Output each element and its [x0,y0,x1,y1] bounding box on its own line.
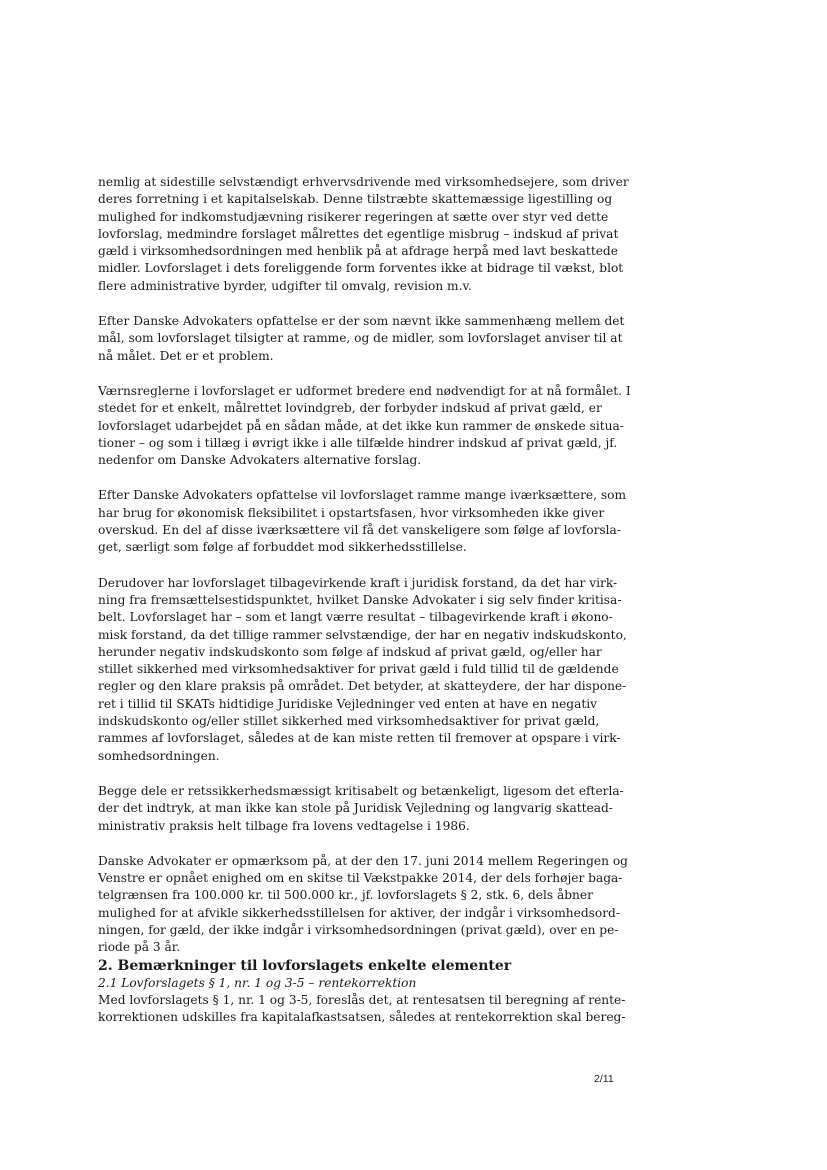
text-line: belt. Lovforslaget har – som et langt værre resultat – tilbagevirkende kraft i økono- [98,610,613,625]
text-line: nemlig at sidestille selvstændigt erhvervsdrivende med virksomhedsejere, som driver [98,175,629,189]
paragraph-equal-treatment [98,174,698,295]
text-line: korrektionen udskilles fra kapitalafkastsatsen, således at rentekorrektion skal bereg- [98,1010,626,1025]
text-line: flere administrative byrder, udgifter til omvalg, revision m.v. [98,278,472,293]
paragraph-goal-mismatch [98,313,698,365]
text-line: Venstre er opnået enighed om en skitse til Vækstpakke 2014, der dels forhøjer baga- [98,871,623,886]
text-line: lovforslag, medmindre forslaget målrettes det egentlige misbrug – indskud af privat [98,226,619,241]
paragraph-retroactive-effect [98,575,698,765]
text-line: regler og den klare praksis på området. Det betyder, at skatteydere, der har dispone- [98,679,627,694]
text-line: gæld i virksomhedsordningen med henblik på at afdrage herpå med lavt beskattede [98,244,618,259]
text-line: nedenfor om Danske Advokaters alternative forslag. [98,453,422,468]
text-line: Efter Danske Advokaters opfattelse er der som nævnt ikke sammenhæng mellem det [98,314,625,329]
text-line: midler. Lovforslaget i dets foreliggende form forventes ikke at bidrage til vækst, blot [98,261,624,276]
paragraph-growth-package [98,853,698,957]
text-line: Derudover har lovforslaget tilbagevirkende kraft i juridisk forstand, da det har virk- [98,575,618,590]
document-body [98,174,698,1026]
paragraph-protection-rules [98,383,698,469]
text-line: ning fra fremsættelsestidspunktet, hvilket Danske Advokater i sig selv finder kritisa- [98,592,622,607]
section-heading: 2. Bemærkninger til lovforslagets enkelte elementer [98,957,512,974]
section-subheading: 2.1 Lovforslagets § 1, nr. 1 og 3-5 – rentekorrektion [98,975,417,990]
text-line: Danske Advokater er opmærksom på, at der den 17. juni 2014 mellem Regeringen og [98,853,628,868]
text-line: nå målet. Det er et problem. [98,348,274,363]
text-line: Med lovforslagets § 1, nr. 1 og 3-5, foreslås det, at rentesatsen til beregning af rente- [98,992,626,1007]
text-line: mulighed for at afvikle sikkerhedsstillelsen for aktiver, der indgår i virksomhedsord- [98,905,620,920]
text-line: lovforslaget udarbejdet på en sådan måde, at det ikke kun rammer de ønskede situa- [98,418,624,433]
paragraph-legal-certainty [98,783,698,835]
text-line: deres forretning i et kapitalselskab. Denne tilstræbte skattemæssige ligestilling og [98,192,613,207]
text-line: rammes af lovforslaget, således at de kan miste retten til fremover at opspare i virk- [98,731,621,746]
text-line: get, særligt som følge af forbuddet mod sikkerhedsstillelse. [98,540,467,555]
paragraph-entrepreneurs [98,487,698,556]
text-line: tioner – og som i tillæg i øvrigt ikke i alle tilfælde hindrer indskud af privat gæld, jf. [98,435,618,450]
text-line: der det indtryk, at man ikke kan stole på Juridisk Vejledning og langvarig skattead- [98,801,613,816]
text-line: mål, som lovforslaget tilsigter at ramme, og de midler, som lovforslaget anviser til at [98,331,623,346]
text-line: har brug for økonomisk fleksibilitet i opstartsfasen, hvor virksomheden ikke giver [98,505,605,520]
text-line: riode på 3 år. [98,940,181,955]
text-line: ret i tillid til SKATs hidtidige Juridiske Vejledninger ved enten at have en negativ [98,696,598,711]
text-line: Værnsreglerne i lovforslaget er udformet bredere end nødvendigt for at nå formålet. I [98,383,631,398]
text-line: misk forstand, da det tillige rammer selvstændige, der har en negativ indskudskonto, [98,627,627,642]
text-line: stillet sikkerhed med virksomhedsaktiver for privat gæld i fuld tillid til de gældende [98,662,619,677]
text-line: somhedsordningen. [98,748,220,763]
paragraph-interest-correction [98,992,698,1027]
text-line: ministrativ praksis helt tilbage fra lovens vedtagelse i 1986. [98,818,470,833]
text-line: herunder negativ indskudskonto som følge af indskud af privat gæld, og/eller har [98,644,602,659]
text-line: indskudskonto og/eller stillet sikkerhed med virksomhedsaktiver for privat gæld, [98,714,600,729]
text-line: Efter Danske Advokaters opfattelse vil lovforslaget ramme mange iværksættere, som [98,488,627,503]
text-line: overskud. En del af disse iværksættere vil få det vanskeligere som følge af lovforsla- [98,523,621,538]
text-line: telgrænsen fra 100.000 kr. til 500.000 kr., jf. lovforslagets § 2, stk. 6, dels åbner [98,888,593,903]
section-remarks [98,957,698,1027]
text-line: stedet for et enkelt, målrettet lovindgreb, der forbyder indskud af privat gæld, er [98,401,602,416]
text-line: mulighed for indkomstudjævning risikerer regeringen at sætte over styr ved dette [98,209,609,224]
page-number: 2/11 [594,1073,614,1085]
text-line: ningen, for gæld, der ikke indgår i virksomhedsordningen (privat gæld), over en pe- [98,922,619,937]
text-line: Begge dele er retssikkerhedsmæssigt kritisabelt og betænkeligt, ligesom det efterla- [98,783,624,798]
